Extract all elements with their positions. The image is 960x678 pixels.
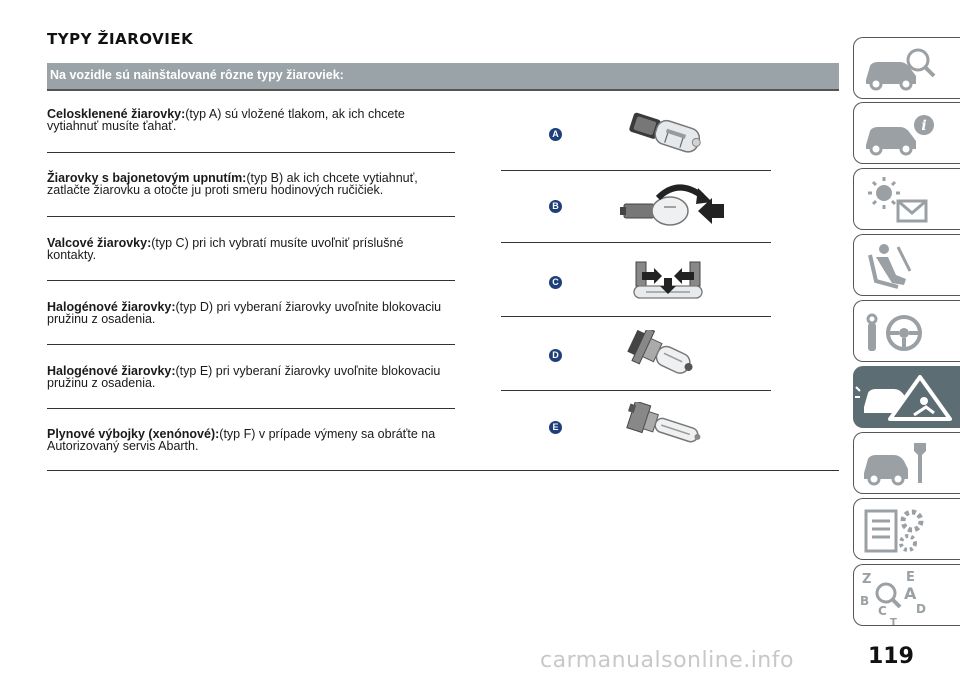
divider (47, 280, 455, 281)
sidebar-tab-safety[interactable] (853, 234, 960, 296)
page-title: TYPY ŽIAROVIEK (47, 30, 194, 48)
svg-text:B: B (860, 594, 870, 608)
bulb-type-entry (47, 108, 455, 132)
entry-heading: Halogénové žiarovky: (47, 364, 176, 378)
divider (47, 152, 455, 153)
alphabetical-index-icon (854, 565, 960, 627)
bulb-e-illustration (625, 402, 710, 452)
svg-text:T: T (890, 617, 897, 627)
image-divider (501, 316, 771, 317)
svg-text:Z: Z (862, 572, 872, 587)
entry-text: kontakty. (47, 248, 97, 262)
bulb-type-entry (47, 172, 455, 196)
car-wrench-icon (854, 433, 960, 495)
bulb-label-b: B (549, 200, 562, 213)
sidebar-tab-maintenance[interactable] (853, 432, 960, 494)
entry-text: (typ F) v prípade výmeny sa obráťte na (219, 427, 436, 441)
svg-text:D: D (916, 602, 926, 616)
entry-text: (typ E) pri vyberaní žiarovky uvoľnite blokovaciu (175, 364, 441, 378)
divider (47, 344, 455, 345)
sidebar-tab-emergency[interactable] (853, 366, 960, 428)
section-bottom-rule (47, 470, 839, 471)
bulb-label-a: A (549, 128, 562, 141)
bulb-d-illustration (625, 330, 705, 382)
page-number: 119 (868, 644, 914, 669)
entry-text: zatlačte žiarovku a otočte ju proti smeru hodinových ručičiek. (47, 183, 384, 197)
svg-text:E: E (906, 570, 915, 585)
entry-text: (typ D) pri vyberaní žiarovky uvoľnite blokovaciu (175, 300, 442, 314)
warning-light-message-icon (854, 169, 960, 231)
watermark: carmanualsonline.info (540, 648, 794, 673)
bulb-a-illustration (625, 110, 715, 162)
bulb-type-entry (47, 365, 455, 389)
seat-airbag-icon (854, 235, 960, 297)
entry-text: (typ A) sú vložené tlakom, ak ich chcete (185, 107, 405, 121)
image-divider (501, 170, 771, 171)
bulb-type-entry (47, 301, 455, 325)
sidebar-tab-index[interactable] (853, 564, 960, 626)
entry-heading: Plynové výbojky (xenónové): (47, 427, 220, 441)
entry-heading: Celosklenené žiarovky: (47, 107, 186, 121)
entry-text: pružinu z osadenia. (47, 312, 156, 326)
divider (47, 216, 455, 217)
divider (47, 408, 455, 409)
image-divider (501, 390, 771, 391)
intro-banner-text: Na vozidle sú nainštalované rôzne typy žiaroviek: (50, 68, 344, 82)
entry-text: (typ C) pri ich vybratí musíte uvoľniť príslušné (151, 236, 404, 250)
svg-text:A: A (904, 584, 917, 603)
bulb-c-illustration (628, 258, 708, 306)
entry-text: vytiahnuť musíte ťahať. (47, 119, 177, 133)
bulb-type-entry (47, 428, 455, 452)
entry-heading: Valcové žiarovky: (47, 236, 152, 250)
image-divider (501, 242, 771, 243)
svg-text:i: i (921, 118, 927, 134)
svg-text:C: C (878, 604, 887, 618)
specifications-gears-icon (854, 499, 960, 561)
sidebar-tab-warning-lights[interactable] (853, 168, 960, 230)
sidebar-tab-technical-data[interactable] (853, 498, 960, 560)
entry-heading: Halogénové žiarovky: (47, 300, 176, 314)
car-emergency-warning-icon (854, 367, 960, 429)
sidebar-tab-car-info[interactable] (853, 102, 960, 164)
entry-text: Autorizovaný servis Abarth. (47, 439, 199, 453)
car-info-icon (854, 103, 960, 165)
entry-text: pružinu z osadenia. (47, 376, 156, 390)
key-steering-wheel-icon (854, 301, 960, 363)
entry-text: (typ B) ak ich chcete vytiahnuť, (246, 171, 418, 185)
bulb-label-d: D (549, 349, 562, 362)
bulb-type-entry (47, 237, 455, 261)
entry-heading: Žiarovky s bajonetovým upnutím: (47, 171, 247, 185)
bulb-b-illustration (618, 180, 728, 236)
car-search-icon (854, 38, 960, 100)
bulb-label-e: E (549, 421, 562, 434)
sidebar-tab-car-search[interactable] (853, 37, 960, 99)
sidebar-tab-starting-driving[interactable] (853, 300, 960, 362)
bulb-label-c: C (549, 276, 562, 289)
intro-banner (47, 63, 839, 91)
